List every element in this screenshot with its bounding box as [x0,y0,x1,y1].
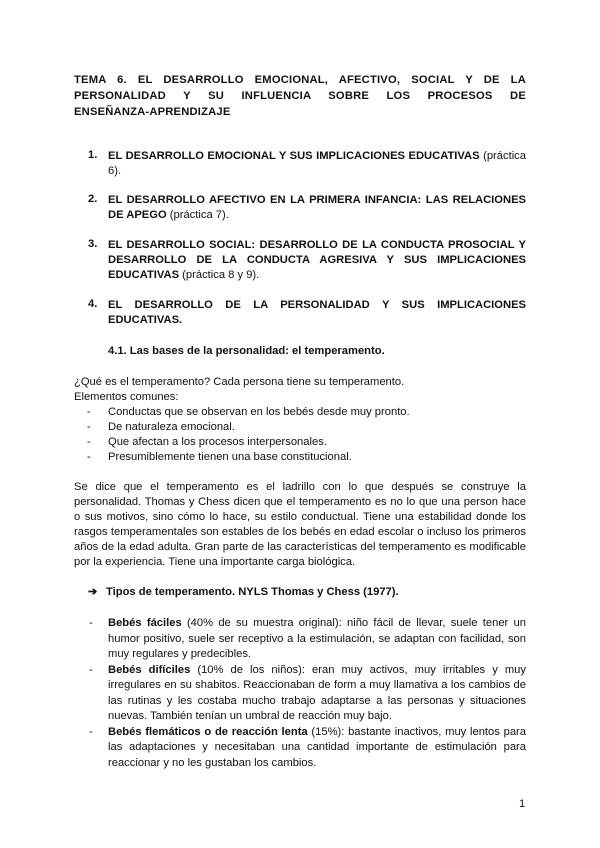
list-item [88,725,526,772]
list-item: - Presumiblemente tienen una base constitucional. [88,450,410,465]
elements-list [88,405,410,465]
type-description: (15%): bastante inactivos, muy lentos para las adaptaciones y necesitaban una cantidad importante de estimulación para reaccionar y no les gustaban los cambios. [108,725,526,769]
section-note: (práctica 6). [108,150,526,177]
temperament-paragraph: Se dice que el temperamento es el ladrillo con lo que después se construye la personalidad. Thomas y Chess dicen que el temperamento es no lo que una person hace o sus motivos, sino cómo lo hace, su estilo conductual. Tiene una estabilidad donde los rasgos temperamentales son estables de los bebés en edad escolar o incluso los primeros años de la edad adulta. Gran parte de las características del temperamento es modificable por la experiencia. Tiene una importante carga biológica. [74,481,526,568]
subsection-heading: 4.1. Las bases de la personalidad: el temperamento. [108,345,385,357]
list-item: - Que afectan a los procesos interpersonales. [88,435,410,450]
title-line-1: TEMA 6. EL DESARROLLO EMOCIONAL, AFECTIVO, SOCIAL Y DE LA [74,74,526,86]
document-title [74,72,526,120]
list-item [88,616,526,663]
list-item: - De naturaleza emocional. [88,420,410,435]
title-line-3: ENSEÑANZA-APRENDIZAJE [74,106,231,118]
section-heading: EL DESARROLLO EMOCIONAL Y SUS IMPLICACIONES EDUCATIVAS [108,150,480,162]
section-note: (práctica 7). [166,209,229,221]
section-item-4 [88,298,526,328]
section-number: 1. [88,149,98,161]
list-item: - Conductas que se observan en los bebés desde muy pronto. [88,405,410,420]
type-name: Bebés fáciles [108,617,182,629]
type-description: (10% de los niños): eran muy activos, muy irritables y muy irregulares en su shabitos. Reaccionaban de form a muy llamativa a los cambios de las rutinas y les costaba mucho trabajo adaptarse a las personas y situaciones nuevas. También tenían un umbral de reacción muy bajo. [108,663,526,722]
type-name: Bebés difíciles [108,663,191,676]
section-number: 4. [88,298,98,310]
section-number: 3. [88,238,98,250]
title-line-2: PERSONALIDAD Y SU INFLUENCIA SOBRE LOS PROCESOS DE [74,90,526,102]
temperament-types-list [88,616,526,771]
section-heading: EL DESARROLLO DE LA PERSONALIDAD Y SUS IMPLICACIONES EDUCATIVAS. [108,299,526,326]
intro-text [74,375,526,405]
section-heading: EL DESARROLLO AFECTIVO EN LA PRIMERA INFANCIA: LAS RELACIONES DE APEGO [108,194,526,221]
type-name: Bebés flemáticos o de reacción lenta [108,725,308,738]
section-item-1 [88,149,526,179]
intro-elements-label: Elementos comunes: [74,391,179,403]
page-number: 1 [519,798,526,810]
section-note: (práctica 8 y 9). [179,269,260,281]
types-heading [88,585,399,598]
type-description: (40% de su muestra original): niño fácil de llevar, suele tener un humor positivo, suele ser receptivo a la estimulación, se adaptan con facilidad, son muy regulares y predecibles. [108,617,526,660]
arrow-right-icon: ➔ [88,586,98,598]
section-item-3 [88,238,526,283]
section-item-2 [88,193,526,223]
intro-question: ¿Qué es el temperamento? Cada persona tiene su temperamento. [74,376,405,388]
section-number: 2. [88,193,98,205]
list-item [88,663,526,725]
types-heading-text: Tipos de temperamento. NYLS Thomas y Chess (1977). [106,586,399,598]
section-heading: EL DESARROLLO SOCIAL: DESARROLLO DE LA CONDUCTA PROSOCIAL Y DESARROLLO DE LA CONDUCTA AGRESIVA Y SUS IMPLICACIONES EDUCATIVAS [108,239,526,281]
